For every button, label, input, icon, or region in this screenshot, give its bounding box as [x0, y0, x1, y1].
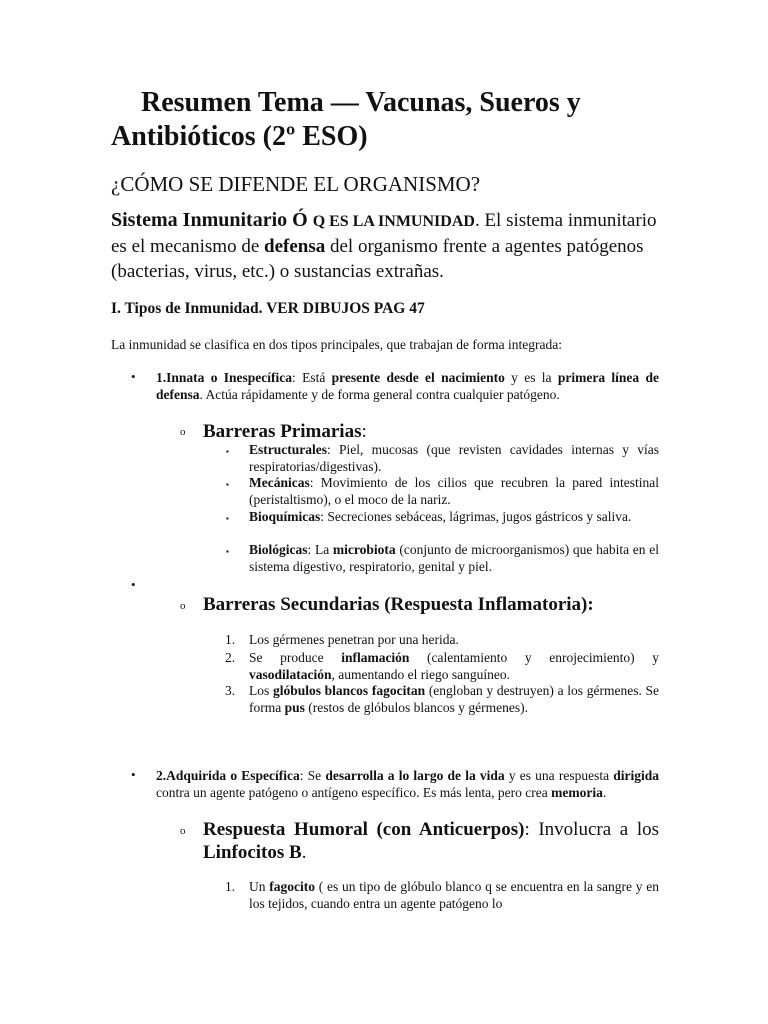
circle-marker: o	[180, 600, 186, 612]
square-marker: ▪	[226, 480, 229, 489]
bullet-marker: •	[131, 767, 136, 782]
secundarias-step-2: Se produce inflamación (calentamiento y enrojecimiento) y vasodilatación, aumentando el riego sanguíneo.	[249, 650, 660, 682]
square-marker: ▪	[226, 447, 229, 456]
step-number: 1.	[225, 632, 236, 647]
document-title: Resumen Tema — Vacunas, Sueros y Antibióticos (2º ESO)	[111, 87, 581, 152]
secundarias-step-3: Los glóbulos blancos fagocitan (engloban y destruyen) a los gérmenes. Se forma pus (restos de glóbulos blancos y gérmenes).	[249, 683, 660, 715]
section-question-heading: ¿CÓMO SE DIFENDE EL ORGANISMO?	[111, 172, 481, 196]
barreras-secundarias-heading: Barreras Secundarias (Respuesta Inflamatoria):	[203, 594, 594, 615]
circle-marker: o	[180, 426, 186, 438]
primarias-item-mecanicas: Mecánicas: Movimiento de los cilios que recubren la pared intestinal (peristaltismo), o el moco de la nariz.	[249, 475, 659, 507]
bullet-marker: •	[131, 577, 136, 592]
circle-marker: o	[180, 825, 186, 837]
innata-item: 1.Innata o Inespecífica: Está presente desde el nacimiento y es la primera línea de defensa. Actúa rápidamente y de forma general contra cualquier patógeno.	[156, 370, 659, 402]
intro-lead-caps: Q ES LA INMUNIDAD	[312, 213, 475, 230]
step-number: 1.	[225, 879, 236, 894]
step-number: 2.	[225, 650, 236, 665]
step-number: 3.	[225, 683, 236, 698]
respuesta-humoral-heading: Respuesta Humoral (con Anticuerpos): Involucra a los Linfocitos B.	[203, 819, 659, 863]
primarias-item-biologicas: Biológicas: La microbiota (conjunto de microorganismos) que habita en el sistema digestivo, respiratorio, genital y piel.	[249, 542, 659, 574]
square-marker: ▪	[226, 514, 229, 523]
section-1-paragraph: La inmunidad se clasifica en dos tipos principales, que trabajan de forma integrada:	[111, 337, 562, 352]
section-1-heading: I. Tipos de Inmunidad. VER DIBUJOS PAG 47	[111, 300, 425, 317]
barreras-primarias-heading: Barreras Primarias:	[203, 421, 367, 442]
intro-lead: Sistema Inmunitario Ó	[111, 209, 313, 231]
humoral-step-1: Un fagocito ( es un tipo de glóbulo blanco q se encuentra en la sangre y en los tejidos, cuando entra un agente patógeno lo	[249, 879, 660, 911]
adquirida-item: 2.Adquirida o Específica: Se desarrolla a lo largo de la vida y es una respuesta dirigida contra un agente patógeno o antígeno específico. Es más lenta, pero crea memoria.	[156, 768, 660, 800]
primarias-item-bioquimicas: Bioquímicas: Secreciones sebáceas, lágrimas, jugos gástricos y saliva.	[249, 509, 632, 524]
intro-paragraph: Sistema Inmunitario Ó Q ES LA INMUNIDAD. El sistema inmunitario es el mecanismo de defensa del organismo frente a agentes patógenos (bacterias, virus, etc.) o sustancias extrañas.	[111, 209, 657, 282]
primarias-item-estructurales: Estructurales: Piel, mucosas (que revisten cavidades internas y vías respiratorias/digestivas).	[249, 442, 659, 474]
square-marker: ▪	[226, 547, 229, 556]
bullet-marker: •	[131, 369, 136, 384]
secundarias-step-1: Los gérmenes penetran por una herida.	[249, 632, 459, 647]
